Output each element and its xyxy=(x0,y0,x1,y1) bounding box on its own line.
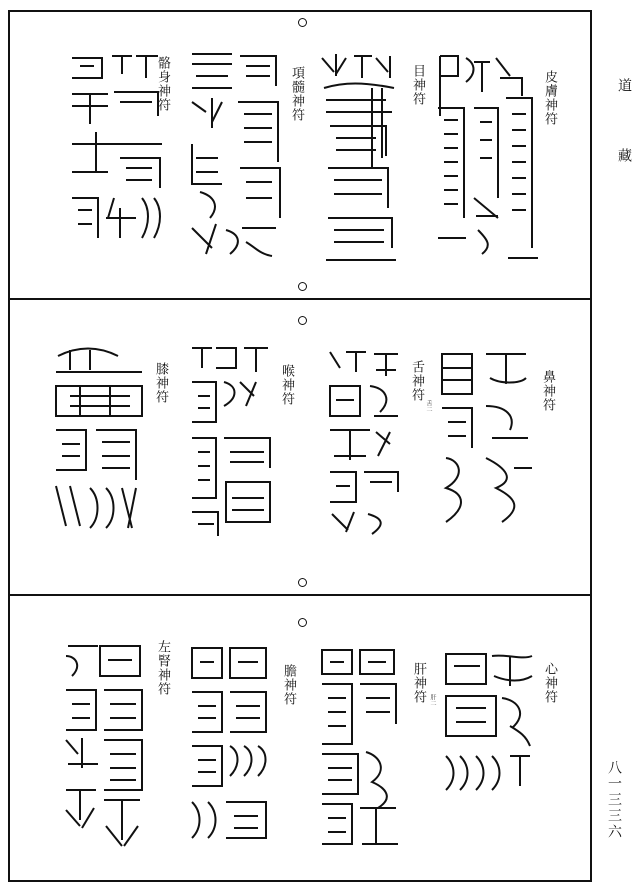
talisman-label: 項髓神符 xyxy=(289,66,304,122)
talisman-label: 皮膚神符 xyxy=(542,70,557,126)
talisman-glyph-nape xyxy=(186,48,286,268)
binding-hole xyxy=(298,282,307,291)
talisman-label: 骼身神符 xyxy=(155,56,170,112)
binding-hole xyxy=(298,618,307,627)
talisman-label: 膽神符 xyxy=(281,664,296,706)
talisman-label: 喉神符 xyxy=(279,364,294,406)
binding-hole xyxy=(298,316,307,325)
talisman-glyph-skin xyxy=(430,48,540,268)
talisman-label: 膝神符 xyxy=(153,362,168,404)
talisman-glyph-heart xyxy=(440,646,540,796)
talisman-panel-2 xyxy=(10,300,590,596)
talisman-label: 心神符 xyxy=(542,662,557,704)
binding-hole xyxy=(298,18,307,27)
talisman-glyph-gallbladder xyxy=(186,642,276,852)
talisman-label: 肝神符 xyxy=(411,662,426,704)
book-title-char: 道 xyxy=(616,78,632,92)
talisman-glyph-nose xyxy=(436,348,536,528)
talisman-note: 肝二 xyxy=(429,694,436,706)
talisman-glyph-skeleton xyxy=(66,48,166,248)
binding-hole xyxy=(298,578,307,587)
talisman-label: 鼻神符 xyxy=(540,370,555,412)
talisman-glyph-knee xyxy=(50,346,150,536)
talisman-glyph-eyes xyxy=(316,48,406,268)
talisman-glyph-liver xyxy=(316,644,406,854)
book-title-char: 藏 xyxy=(616,148,632,162)
talisman-label: 目神符 xyxy=(410,64,425,106)
page-number: 八一三三六 xyxy=(606,760,622,840)
talisman-glyph-throat xyxy=(186,342,276,542)
talisman-glyph-left-kidney xyxy=(60,640,150,860)
talisman-note: 舌二 xyxy=(425,400,432,412)
talisman-glyph-tongue xyxy=(324,346,404,536)
talisman-panel-1 xyxy=(10,12,590,300)
page-frame xyxy=(8,10,592,882)
talisman-panel-3 xyxy=(10,596,590,880)
talisman-label: 左腎神符 xyxy=(155,640,170,696)
talisman-label: 舌神符 xyxy=(409,360,424,402)
